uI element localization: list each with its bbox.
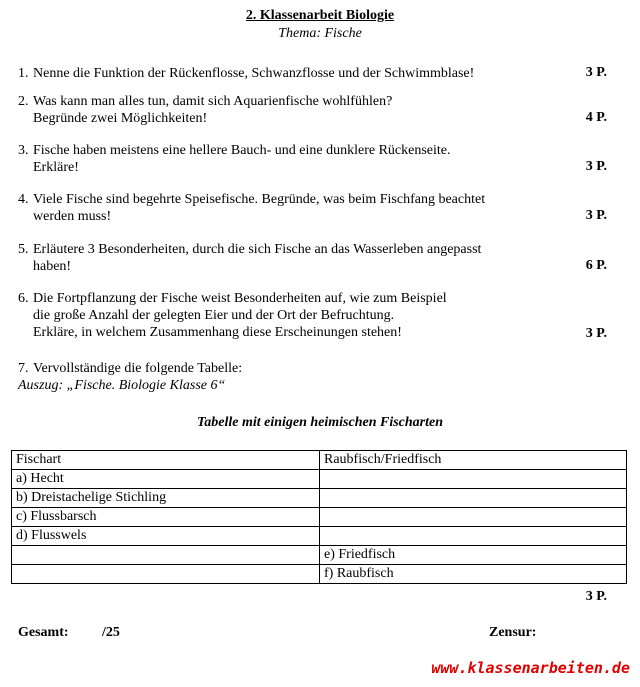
- website-watermark: www.klassenarbeiten.de: [431, 659, 630, 677]
- table-cell: d) Flusswels: [12, 527, 320, 546]
- table-title: Tabelle mit einigen heimischen Fischarten: [196, 415, 444, 430]
- question-text-line: werden muss!: [33, 209, 112, 224]
- exam-title: 2. Klassenarbeit Biologie: [245, 8, 395, 23]
- table-cell[interactable]: [12, 546, 320, 565]
- question-text-line: Begründe zwei Möglichkeiten!: [33, 111, 208, 126]
- table-row: [12, 546, 627, 565]
- question-1-points: 3 P.: [585, 65, 607, 80]
- table-cell: b) Dreistachelige Stichling: [12, 489, 320, 508]
- table-header-cell: Fischart: [12, 451, 320, 470]
- table-row: [12, 489, 627, 508]
- question-text-line: Erläutere 3 Besonderheiten, durch die sich Fische an das Wasserleben angepasst: [33, 242, 482, 257]
- question-text-line: Die Fortpflanzung der Fische weist Besonderheiten auf, wie zum Beispiel: [33, 291, 447, 306]
- table-cell: c) Flussbarsch: [12, 508, 320, 527]
- table-cell[interactable]: [320, 489, 627, 508]
- fish-table: [11, 450, 627, 584]
- question-text-line: Erkläre!: [33, 160, 79, 175]
- table-cell: f) Raubfisch: [320, 565, 627, 584]
- table-cell[interactable]: [320, 508, 627, 527]
- table-cell[interactable]: [12, 565, 320, 584]
- question-text-line: Erkläre, in welchem Zusammenhang diese Erscheinungen stehen!: [33, 325, 402, 340]
- question-text-line: Was kann man alles tun, damit sich Aquarienfische wohlfühlen?: [33, 94, 393, 109]
- source-citation: Auszug: „Fische. Biologie Klasse 6“: [18, 378, 226, 393]
- table-points: 3 P.: [585, 589, 607, 604]
- exam-subtitle: Thema: Fische: [278, 26, 362, 41]
- table-row: [12, 508, 627, 527]
- question-3-points: 3 P.: [585, 159, 607, 174]
- grade-label: Zensur:: [489, 625, 537, 640]
- table-header-row: [12, 451, 627, 470]
- question-text-line: Fische haben meistens eine hellere Bauch- und eine dunklere Rückenseite.: [33, 143, 451, 158]
- question-text-line: haben!: [33, 259, 72, 274]
- question-5-points: 6 P.: [585, 258, 607, 273]
- question-number: 7.: [18, 361, 29, 376]
- table-cell[interactable]: [320, 527, 627, 546]
- table-cell[interactable]: [320, 470, 627, 489]
- question-number: 2.: [18, 94, 29, 109]
- question-number: 6.: [18, 291, 29, 306]
- table-row: [12, 470, 627, 489]
- question-6-points: 3 P.: [585, 326, 607, 341]
- question-text-line: Vervollständige die folgende Tabelle:: [33, 361, 243, 376]
- question-number: 5.: [18, 242, 29, 257]
- question-text-line: die große Anzahl der gelegten Eier und der Ort der Befruchtung.: [33, 308, 395, 323]
- question-4-points: 3 P.: [585, 208, 607, 223]
- table-row: [12, 565, 627, 584]
- question-text-line: Nenne die Funktion der Rückenflosse, Schwanzflosse und der Schwimmblase!: [33, 66, 475, 81]
- total-label: Gesamt:: [18, 625, 69, 640]
- table-cell: a) Hecht: [12, 470, 320, 489]
- total-value: /25: [102, 625, 120, 640]
- table-row: [12, 527, 627, 546]
- question-text-line: Viele Fische sind begehrte Speisefische. Begründe, was beim Fischfang beachtet: [33, 192, 486, 207]
- table-header-cell: Raubfisch/Friedfisch: [320, 451, 627, 470]
- question-number: 1.: [18, 66, 29, 81]
- table-cell: e) Friedfisch: [320, 546, 627, 565]
- question-2-points: 4 P.: [585, 110, 607, 125]
- question-number: 4.: [18, 192, 29, 207]
- question-number: 3.: [18, 143, 29, 158]
